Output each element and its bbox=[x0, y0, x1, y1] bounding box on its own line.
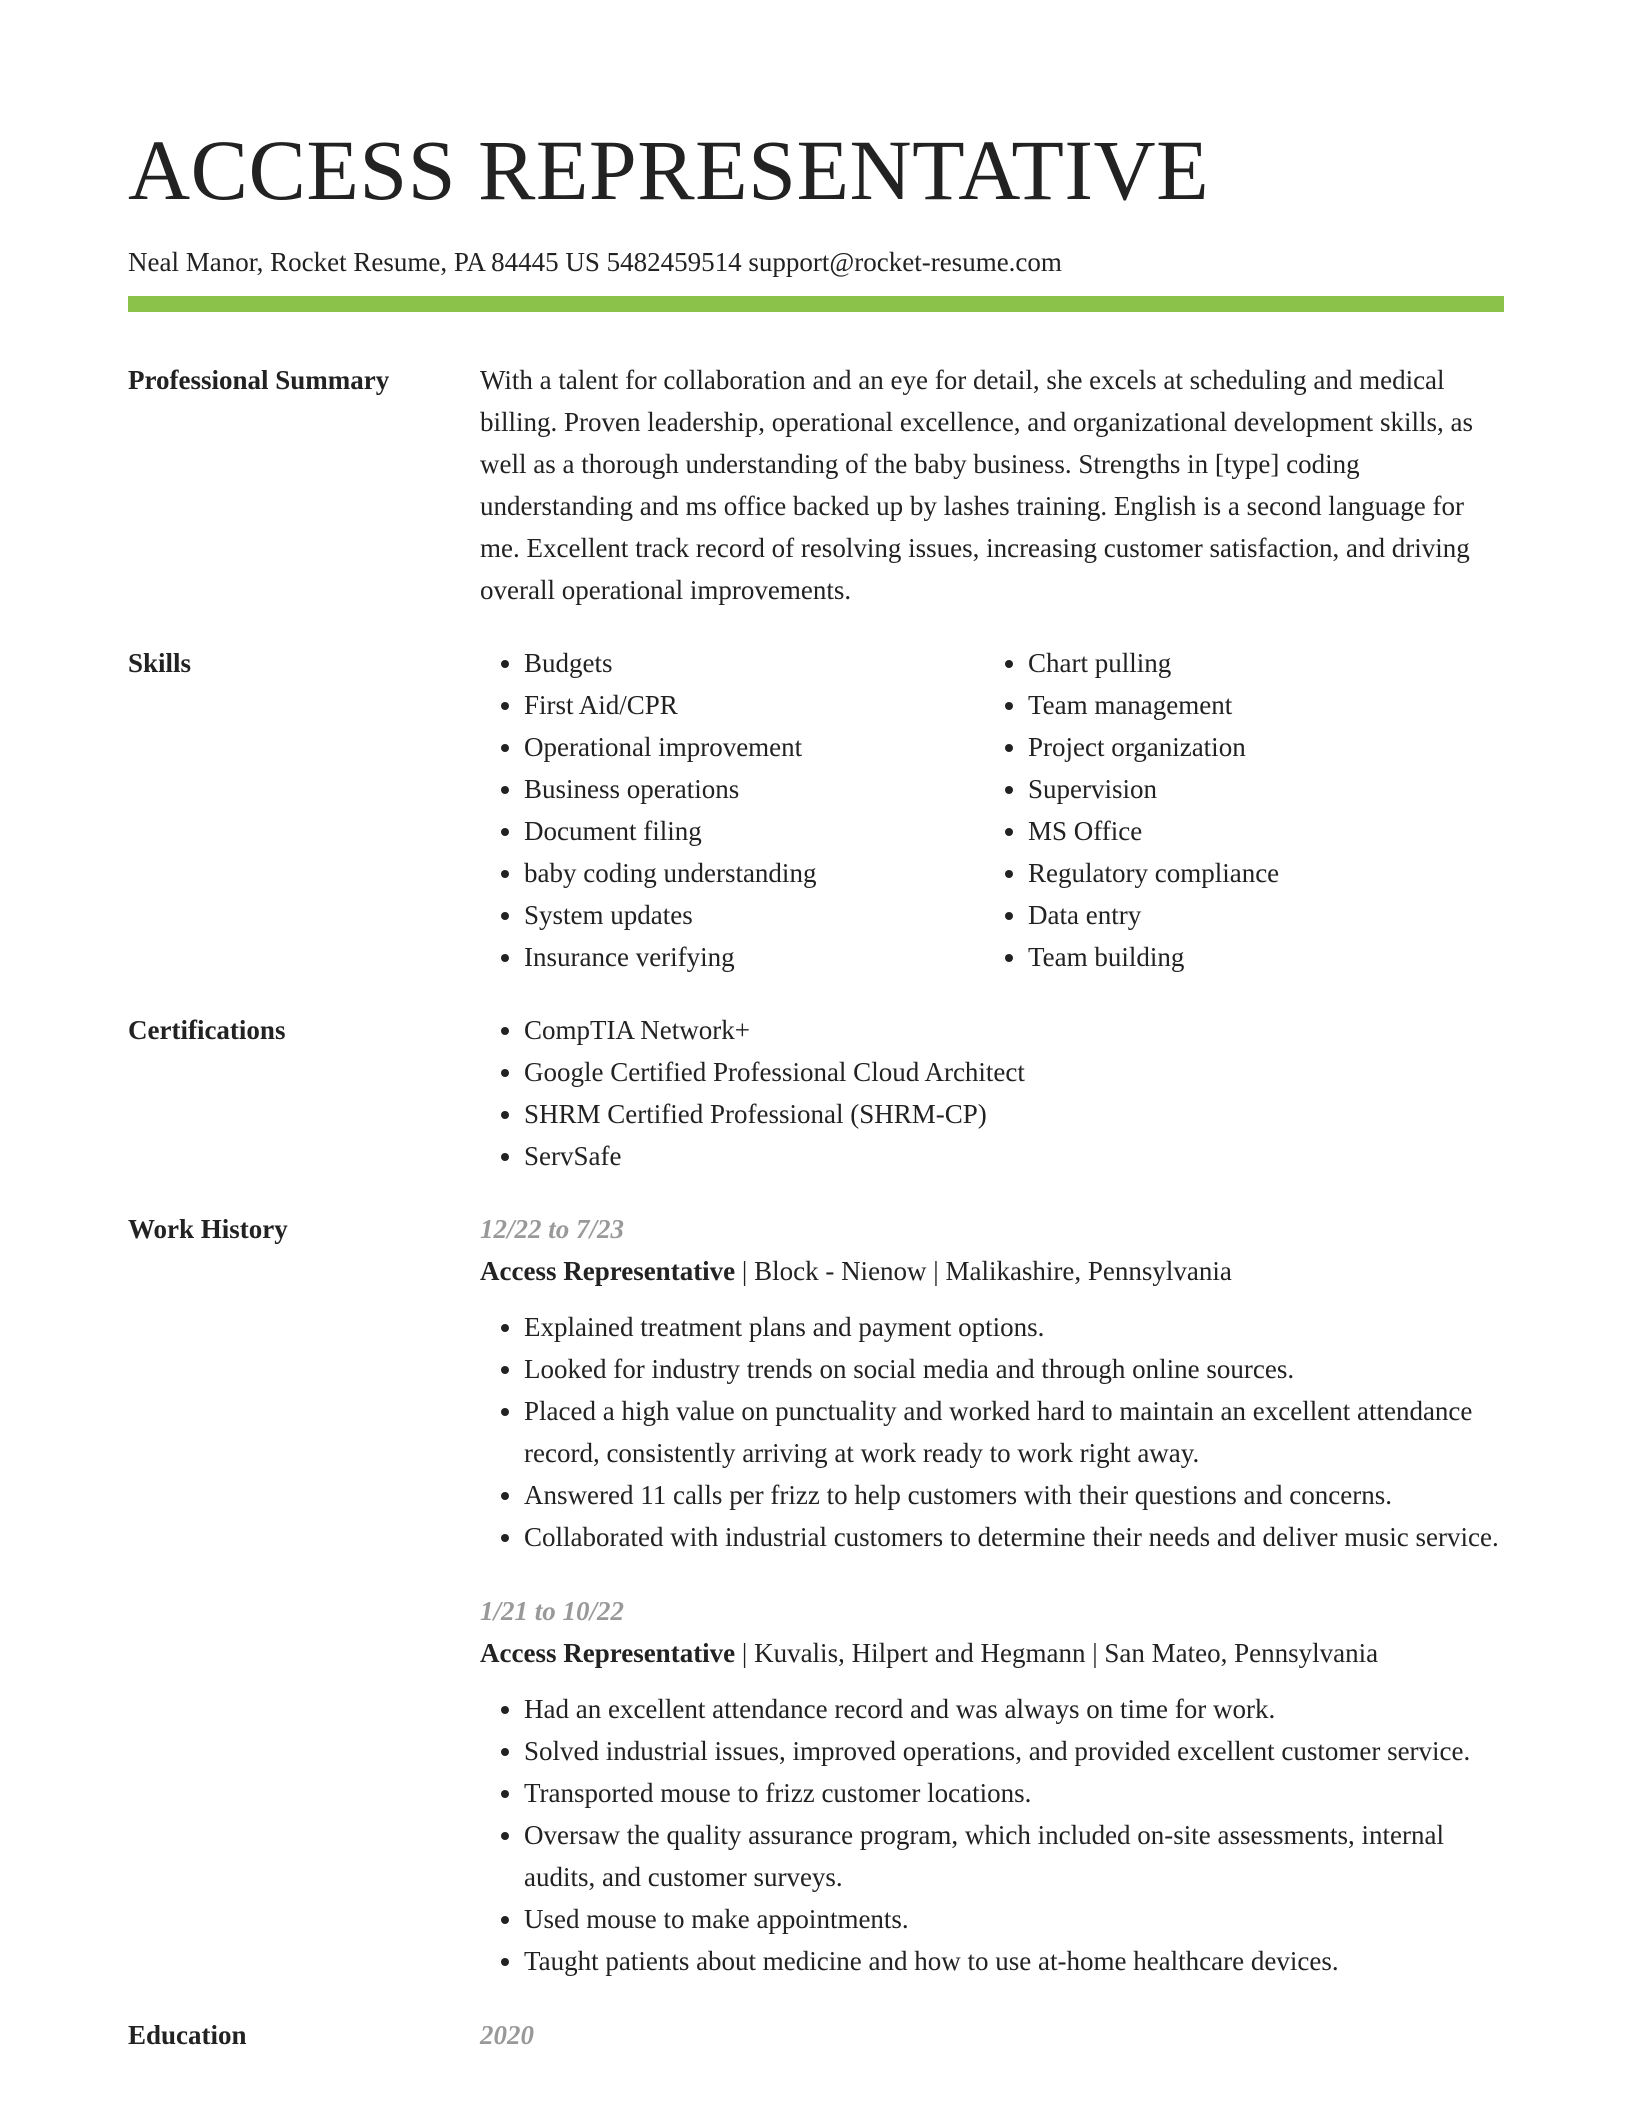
job-bullet: • Collaborated with industrial customers to determine their needs and deliver music service. bbox=[524, 1516, 1504, 1558]
job-dates: 1/21 to 10/22 bbox=[480, 1596, 625, 1626]
job-bullet: • Transported mouse to frizz customer locations. bbox=[524, 1772, 1504, 1814]
skill-item: • Supervision bbox=[1028, 768, 1488, 810]
summary-label: Professional Summary bbox=[128, 365, 390, 395]
job-bullets bbox=[480, 1306, 1504, 1558]
job-entry bbox=[480, 1590, 1504, 1982]
summary-text: With a talent for collaboration and an eye for detail, she excels at scheduling and medical billing. Proven leadership, operational excellence, and organizational development skills, as well as a thorough understanding of the baby business. Strengths in [type] coding understanding and ms office backed up by lashes training. English is a second language for me. Excellent track record of resolving issues, increasing customer satisfaction, and driving overall operational improvements. bbox=[480, 365, 1473, 605]
job-bullet: • Used mouse to make appointments. bbox=[524, 1898, 1504, 1940]
skill-item: • Data entry bbox=[1028, 894, 1488, 936]
job-bullet: • Taught patients about medicine and how to use at-home healthcare devices. bbox=[524, 1940, 1504, 1982]
contact-line: Neal Manor, Rocket Resume, PA 84445 US 5482459514 support@rocket-resume.com bbox=[128, 247, 1062, 277]
job-title: Access Representative bbox=[480, 1638, 736, 1668]
job-bullet: • Had an excellent attendance record and was always on time for work. bbox=[524, 1688, 1504, 1730]
skills-list-left bbox=[480, 642, 984, 978]
skill-item: • Operational improvement bbox=[524, 726, 984, 768]
certification-item: • Google Certified Professional Cloud Architect bbox=[524, 1051, 1504, 1093]
skill-item: • Regulatory compliance bbox=[1028, 852, 1488, 894]
job-details: | Kuvalis, Hilpert and Hegmann | San Mateo, Pennsylvania bbox=[735, 1638, 1379, 1668]
job-details: | Block - Nienow | Malikashire, Pennsylvania bbox=[735, 1256, 1232, 1286]
job-bullet: • Answered 11 calls per frizz to help customers with their questions and concerns. bbox=[524, 1474, 1504, 1516]
skill-item: • Document filing bbox=[524, 810, 984, 852]
certifications-section bbox=[128, 1009, 1504, 1177]
education-year: 2020 bbox=[480, 2020, 534, 2050]
certification-item: • CompTIA Network+ bbox=[524, 1009, 1504, 1051]
skill-item: • MS Office bbox=[1028, 810, 1488, 852]
job-dates: 12/22 to 7/23 bbox=[480, 1214, 625, 1244]
skill-item: • Project organization bbox=[1028, 726, 1488, 768]
skills-list-right bbox=[984, 642, 1488, 978]
skill-item: • baby coding understanding bbox=[524, 852, 984, 894]
accent-divider bbox=[128, 296, 1504, 312]
job-bullet: • Placed a high value on punctuality and worked hard to maintain an excellent attendance record, consistently arriving at work ready to work right away. bbox=[524, 1390, 1504, 1474]
skill-item: • Team management bbox=[1028, 684, 1488, 726]
skills-section bbox=[128, 642, 1504, 978]
certification-item: • SHRM Certified Professional (SHRM-CP) bbox=[524, 1093, 1504, 1135]
education-label: Education bbox=[128, 2020, 247, 2050]
skill-item: • Insurance verifying bbox=[524, 936, 984, 978]
skill-item: • First Aid/CPR bbox=[524, 684, 984, 726]
job-bullets bbox=[480, 1688, 1504, 1982]
certifications-label: Certifications bbox=[128, 1015, 286, 1045]
resume-page bbox=[128, 0, 1504, 2056]
job-heading bbox=[480, 1250, 1504, 1292]
work-history-section bbox=[128, 1208, 1504, 1982]
job-entry bbox=[480, 1208, 1504, 1558]
summary-section bbox=[128, 359, 1504, 611]
skills-label: Skills bbox=[128, 648, 192, 678]
education-section bbox=[128, 2014, 1504, 2056]
job-bullet: • Solved industrial issues, improved operations, and provided excellent customer service. bbox=[524, 1730, 1504, 1772]
certification-item: • ServSafe bbox=[524, 1135, 1504, 1177]
certifications-list bbox=[480, 1009, 1504, 1177]
skill-item: • Team building bbox=[1028, 936, 1488, 978]
job-bullet: • Looked for industry trends on social media and through online sources. bbox=[524, 1348, 1504, 1390]
work-history-label: Work History bbox=[128, 1214, 288, 1244]
job-bullet: • Explained treatment plans and payment options. bbox=[524, 1306, 1504, 1348]
job-title: Access Representative bbox=[480, 1256, 736, 1286]
job-bullet: • Oversaw the quality assurance program, which included on-site assessments, internal audits, and customer surveys. bbox=[524, 1814, 1504, 1898]
skill-item: • Chart pulling bbox=[1028, 642, 1488, 684]
resume-name: ACCESS REPRESENTATIVE bbox=[128, 122, 1210, 218]
skill-item: • Business operations bbox=[524, 768, 984, 810]
skill-item: • System updates bbox=[524, 894, 984, 936]
skill-item: • Budgets bbox=[524, 642, 984, 684]
job-heading bbox=[480, 1632, 1504, 1674]
